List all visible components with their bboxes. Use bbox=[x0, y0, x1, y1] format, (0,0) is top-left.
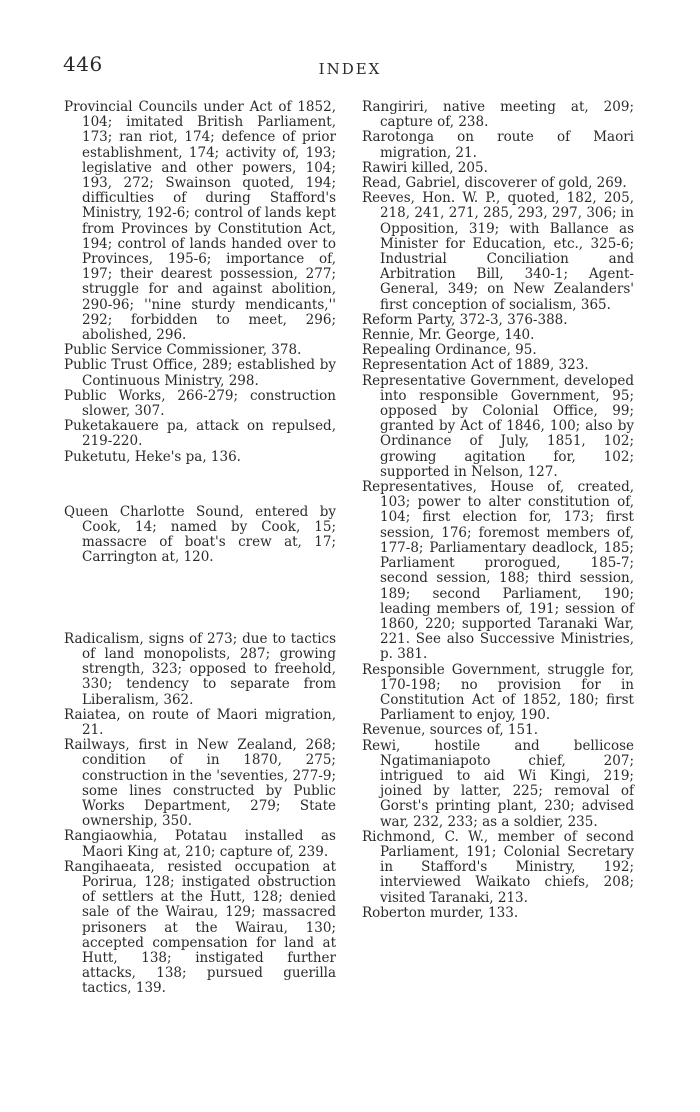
index-entry: Rangiriri, native meeting at, 209; capture of, 238. bbox=[362, 99, 634, 131]
index-entry: Rewi, hostile and bellicose Ngatimaniapoto chief, 207; intrigued to aid Wi Kingi, 219; joined by latter, 225; removal of Gorst's printing plant, 230; advised war, 232, 233; as a soldier, 235. bbox=[362, 737, 634, 830]
index-entry: Queen Charlotte Sound, entered by Cook, 14; named by Cook, 15; massacre of boat's crew at, 17; Carrington at, 120. bbox=[64, 503, 336, 566]
index-entry: Representative Government, developed into responsible Government, 95; opposed by Colonial Office, 99; granted by Act of 1846, 100; also by Ordinance of July, 1851, 102; growing agitation for, 102; supported in Nelson, 127. bbox=[362, 372, 634, 480]
index-entry: Rangiaowhia, Potatau installed as Maori King at, 210; capture of, 239. bbox=[64, 828, 336, 860]
index-entry: Radicalism, signs of 273; due to tactics of land monopolists, 287; growing strength, 323; opposed to freehold, 330; tendency to separate from Liberalism, 362. bbox=[64, 630, 336, 708]
index-entry: Puketutu, Heke's pa, 136. bbox=[64, 448, 241, 465]
letter-gap bbox=[64, 566, 336, 632]
index-entry: Public Trust Office, 289; established by Continuous Ministry, 298. bbox=[64, 357, 336, 389]
index-entry: Provincial Councils under Act of 1852, 104; imitated British Parliament, 173; ran riot, 174; defence of prior establishment, 174; activity of, 193; legislative and other powers, 104; 193, 272; Swainson quoted, 194; difficulties of during Stafford's Ministry, 192-6; control of lands kept from Provinces by Constitution Act, 194; control of lands handed over to Provinces, 195-6; importance of, 197; their dearest possession, 277; struggle for and against abolition, 290-96; ''nine sturdy mendicants,'' 292; forbidden to meet, 296; abolished, 296. bbox=[64, 99, 336, 344]
index-entry: Richmond, C. W., member of second Parliament, 191; Colonial Secretary in Stafford's Ministry, 192; interviewed Waikato chiefs, 208; visited Taranaki, 213. bbox=[362, 828, 634, 906]
index-entry: Rarotonga on route of Maori migration, 21. bbox=[362, 129, 634, 161]
index-entry: Responsible Government, struggle for, 170-198; no provision for in Constitution Act of 1852, 180; first Parliament to enjoy, 190. bbox=[362, 661, 634, 724]
index-entry: Read, Gabriel, discoverer of gold, 269. bbox=[362, 175, 627, 192]
left-column bbox=[64, 100, 336, 997]
index-entry: Reeves, Hon. W. P., quoted, 182, 205, 218, 241, 271, 285, 293, 297, 306; in Opposition, 319; with Ballance as Minister for Education, etc., 325-6; Industrial Conciliation and Arbitration Bill, 340-1; Agent-General, 349; on New Zealanders' first conception of socialism, 365. bbox=[362, 190, 634, 313]
index-entry: Rawiri killed, 205. bbox=[362, 159, 488, 176]
index-entry: Raiatea, on route of Maori migration, 21. bbox=[64, 706, 336, 738]
right-column bbox=[362, 100, 634, 921]
index-entry: Revenue, sources of, 151. bbox=[362, 722, 538, 739]
running-head: INDEX bbox=[318, 60, 382, 78]
index-entry: Railways, first in New Zealand, 268; condition of in 1870, 275; construction in the 'seventies, 277-9; some lines constructed by Public Works Department, 279; State ownership, 350. bbox=[64, 737, 336, 830]
page-number: 446 bbox=[63, 52, 103, 76]
index-entry: Repealing Ordinance, 95. bbox=[362, 342, 537, 359]
index-entry: Public Service Commissioner, 378. bbox=[64, 342, 302, 359]
index-entry: Representation Act of 1889, 323. bbox=[362, 357, 589, 374]
index-entry: Rennie, Mr. George, 140. bbox=[362, 327, 535, 344]
index-entry: Public Works, 266-279; construction slower, 307. bbox=[64, 387, 336, 420]
letter-gap bbox=[64, 465, 336, 505]
index-entry: Roberton murder, 133. bbox=[362, 904, 519, 921]
index-entry: Puketakauere pa, attack on repulsed, 219-220. bbox=[64, 418, 336, 450]
index-entry: Rangihaeata, resisted occupation at Porirua, 128; instigated obstruction of settlers at the Hutt, 128; denied sale of the Wairau, 129; massacred prisoners at the Wairau, 130; accepted compensation for land at Hutt, 138; instigated further attacks, 138; pursued guerilla tactics, 139. bbox=[64, 858, 336, 997]
index-entry: Reform Party, 372-3, 376-388. bbox=[362, 311, 568, 328]
index-entry: Representatives, House of, created, 103; power to alter constitution of, 104; first election for, 173; first session, 176; foremost members of, 177-8; Parliamentary deadlock, 185; Parliament prorogued, 185-7; second session, 188; third session, 189; second Parliament, 190; leading members of, 191; session of 1860, 220; supported Taranaki War, 221. See also Successive Ministries, p. 381. bbox=[362, 479, 634, 663]
